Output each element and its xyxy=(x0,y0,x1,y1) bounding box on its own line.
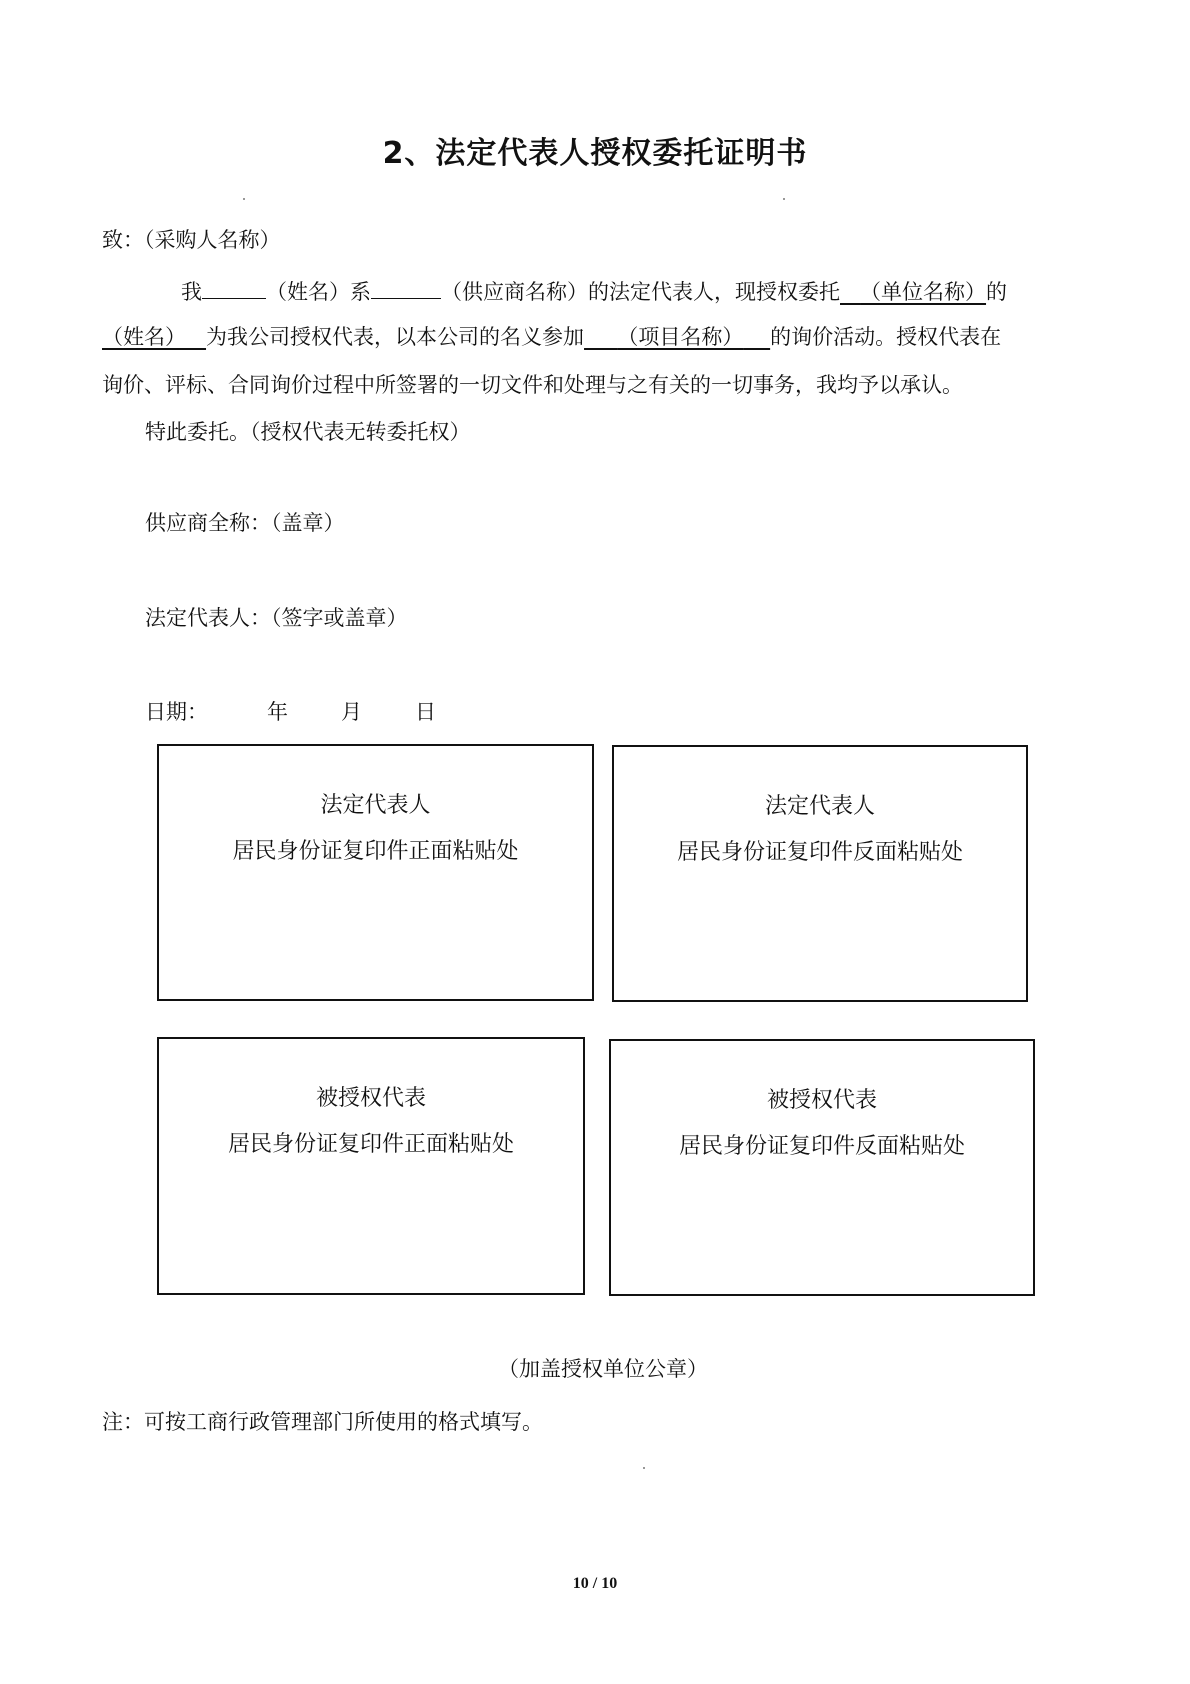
text-segment: （姓名）系 xyxy=(266,280,371,304)
date-year: 年 xyxy=(267,700,288,724)
blank-supplier-field xyxy=(371,276,441,299)
paragraph-line-3: 询价、评标、合同询价过程中所签署的一切文件和处理与之有关的一切事务，我均予以承认。 xyxy=(102,373,963,397)
footnote: 注：可按工商行政管理部门所使用的格式填写。 xyxy=(102,1410,543,1434)
text-segment: 我 xyxy=(181,280,202,304)
box-title: 法定代表人 xyxy=(764,794,875,819)
person-name-placeholder: （姓名） xyxy=(102,325,186,349)
scan-speck xyxy=(243,198,245,200)
box-title: 被授权代表 xyxy=(766,1088,877,1113)
date-month: 月 xyxy=(341,700,362,724)
box-title: 被授权代表 xyxy=(315,1086,426,1111)
underlined-unit-name xyxy=(840,280,986,304)
paragraph-line-2 xyxy=(102,323,1001,351)
text-segment: 的 xyxy=(986,280,1008,304)
paragraph-line-1 xyxy=(181,276,1007,306)
addressee: 致：（采购人名称） xyxy=(102,228,281,252)
box-instruction: 居民身份证复印件正面粘贴处 xyxy=(227,1132,514,1157)
seal-note: （加盖授权单位公章） xyxy=(498,1357,708,1381)
blank-name-field xyxy=(202,276,266,299)
scan-speck xyxy=(783,198,785,200)
box-instruction: 居民身份证复印件反面粘贴处 xyxy=(676,840,963,865)
underlined-project-name xyxy=(584,325,770,349)
unit-name-placeholder: （单位名称） xyxy=(860,280,987,304)
date-row xyxy=(145,698,208,726)
id-paste-box-agent-back xyxy=(609,1039,1035,1296)
date-day: 日 xyxy=(415,700,436,724)
id-paste-box-legal-rep-back xyxy=(612,745,1028,1002)
underlined-person-name xyxy=(102,325,206,349)
id-paste-box-agent-front xyxy=(157,1037,585,1295)
text-segment: 的询价活动。授权代表在 xyxy=(770,325,1002,349)
supplier-label: 供应商全称：（盖章） xyxy=(145,511,345,535)
legal-rep-label: 法定代表人：（签字或盖章） xyxy=(145,606,408,630)
document-title: 2、法定代表人授权委托证明书 xyxy=(382,136,808,171)
scan-speck xyxy=(643,1467,645,1469)
id-paste-box-legal-rep-front xyxy=(157,744,594,1001)
text-segment: 为我公司授权代表，以本公司的名义参加 xyxy=(206,325,585,349)
box-instruction: 居民身份证复印件反面粘贴处 xyxy=(678,1134,965,1159)
page-number: 10 / 10 xyxy=(572,1575,618,1592)
project-name-placeholder: （项目名称） xyxy=(617,325,744,349)
date-label: 日期： xyxy=(145,700,208,724)
box-title: 法定代表人 xyxy=(320,793,431,818)
text-segment: （供应商名称）的法定代表人，现授权委托 xyxy=(441,280,840,304)
statement: 特此委托。（授权代表无转委托权） xyxy=(145,420,471,444)
box-instruction: 居民身份证复印件正面粘贴处 xyxy=(232,839,519,864)
